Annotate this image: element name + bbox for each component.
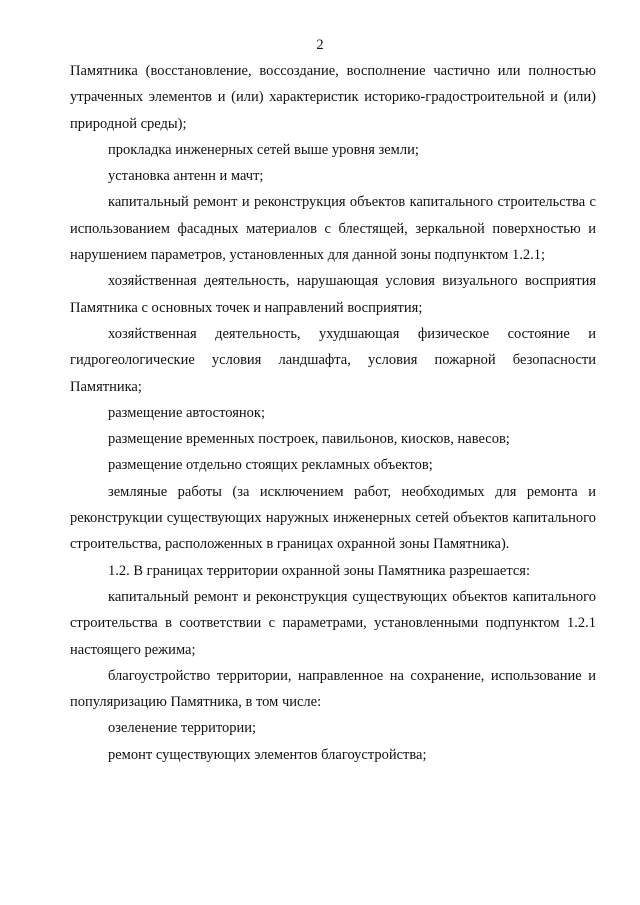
list-item-engineering-networks: прокладка инженерных сетей выше уровня земли; [108, 141, 419, 158]
page-number: 2 [316, 37, 324, 53]
list-item-advertising: размещение отдельно стоящих рекламных объектов; [108, 457, 433, 474]
list-item-physical-condition: хозяйственная деятельность, ухудшающая физическое состояние и гидрогеологические условия ландшафта, условия пожарной безопасности Памятника; [70, 325, 596, 395]
list-item-earthworks: земляные работы (за исключением работ, необходимых для ремонта и реконструкции существующих наружных инженерных сетей объектов капитального строительства, расположенных в границах охранной зоны Памятника). [70, 483, 596, 553]
list-item-repair-elements: ремонт существующих элементов благоустройства; [108, 746, 427, 763]
list-item-capital-repair-facades: капитальный ремонт и реконструкция объектов капитального строительства с использованием фасадных материалов с блестящей, зеркальной поверхностью и нарушением параметров, установленных для данной зоны подпунктом 1.2.1; [70, 194, 596, 264]
paragraph-continuation: Памятника (восстановление, воссоздание, восполнение частично или полностью утраченных элементов и (или) характеристик историко-градостроительной и (или) природной среды); [70, 63, 596, 132]
document-body [70, 58, 596, 768]
list-item-greening: озеленение территории; [108, 720, 257, 737]
list-item-landscaping: благоустройство территории, направленное на сохранение, использование и популяризацию Памятника, в том числе: [70, 667, 596, 711]
list-item-antennas: установка антенн и мачт; [108, 168, 264, 185]
list-item-allowed-capital-repair: капитальный ремонт и реконструкция существующих объектов капитального строительства в соответствии с параметрами, установленными подпунктом 1.2.1 настоящего режима; [70, 588, 596, 658]
list-item-temporary-buildings: размещение временных построек, павильонов, киосков, навесов; [108, 431, 510, 448]
section-heading-1-2: 1.2. В границах территории охранной зоны Памятника разрешается: [108, 562, 530, 579]
list-item-parking: размещение автостоянок; [108, 404, 265, 421]
list-item-visual-perception: хозяйственная деятельность, нарушающая условия визуального восприятия Памятника с основных точек и направлений восприятия; [70, 273, 596, 316]
